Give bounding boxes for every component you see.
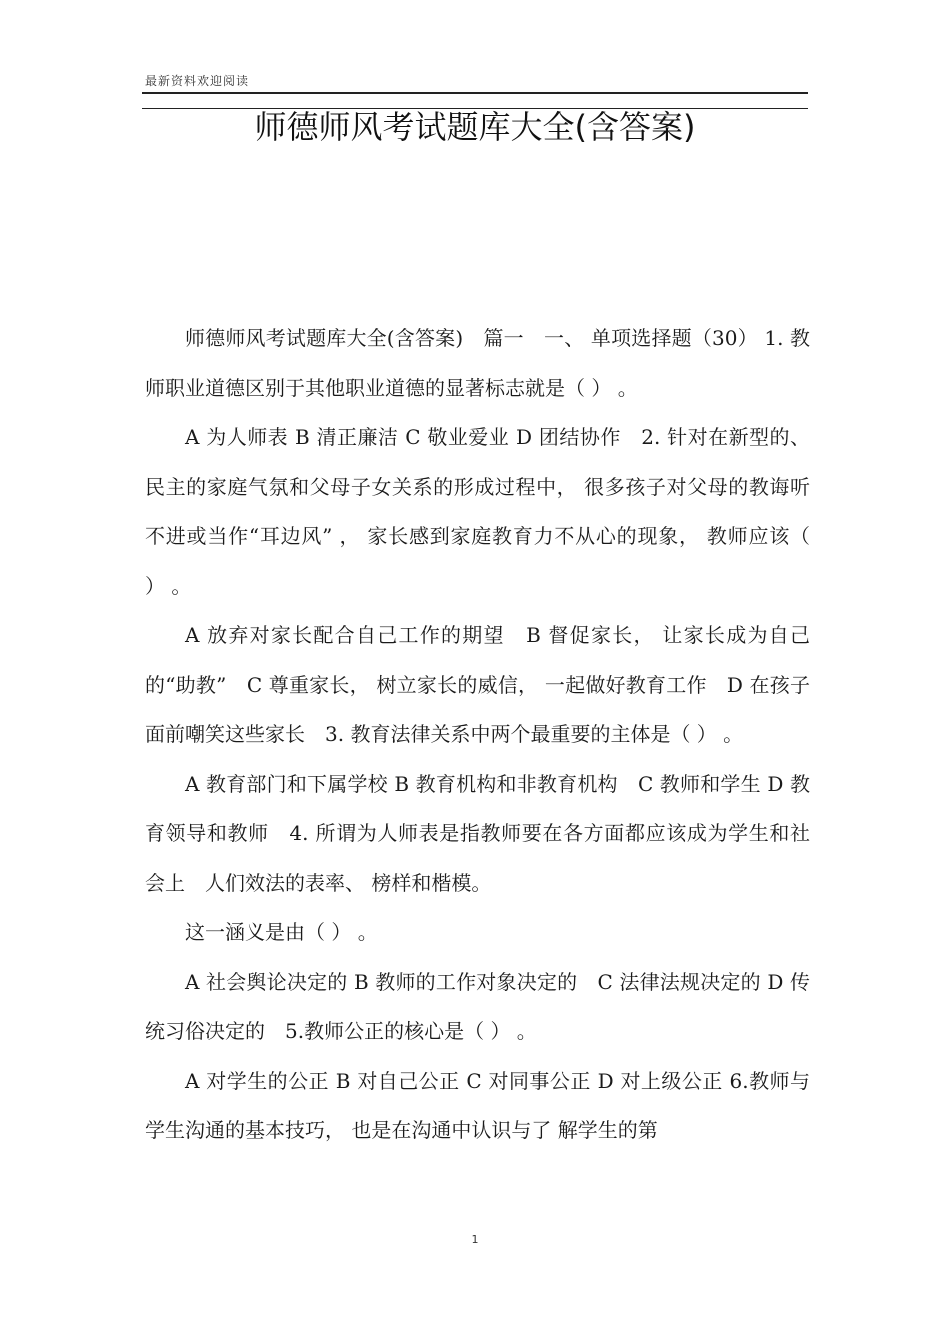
document-title: 师德师风考试题库大全(含答案) bbox=[254, 108, 696, 146]
paragraph: A 对学生的公正 B 对自己公正 C 对同事公正 D 对上级公正 6.教师与学生沟通的基本技巧， 也是在沟通中认识与了 解学生的第 bbox=[145, 1068, 810, 1142]
paragraph: A 社会舆论决定的 B 教师的工作对象决定的 C 法律法规决定的 D 传统习俗决定的 5.教师公正的核心是（ ） 。 bbox=[145, 969, 810, 1043]
paragraph: A 教育部门和下属学校 B 教育机构和非教育机构 C 教师和学生 D 教育领导和教师 4. 所谓为人师表是指教师要在各方面都应该成为学生和社会上 人们效法的表率、 榜样和楷模。 bbox=[145, 771, 810, 895]
paragraph: 这一涵义是由（ ） 。 bbox=[185, 920, 378, 944]
header-rule-thick bbox=[142, 92, 808, 94]
running-header: 最新资料欢迎阅读 bbox=[145, 74, 250, 88]
paragraph: A 放弃对家长配合自己工作的期望 B 督促家长， 让家长成为自己的“助教” C 尊重家长， 树立家长的威信， 一起做好教育工作 D 在孩子面前嘲笑这些家长 3. 教育法律关系中两个最重要的主体是（ ） 。 bbox=[145, 623, 810, 746]
document-body bbox=[145, 314, 810, 1156]
page-number: 1 bbox=[471, 1233, 479, 1246]
paragraph: 师德师风考试题库大全(含答案) 篇一 一、 单项选择题（30） 1. 教师职业道德区别于其他职业道德的显著标志就是（ ） 。 bbox=[145, 326, 810, 400]
paragraph: A 为人师表 B 清正廉洁 C 敬业爱业 D 团结协作 2. 针对在新型的、 民主的家庭气氛和父母子女关系的形成过程中， 很多孩子对父母的教诲听不进或当作“耳边风” ， 家长感到家庭教育力不从心的现象， 教师应该（ ） 。 bbox=[145, 425, 810, 598]
